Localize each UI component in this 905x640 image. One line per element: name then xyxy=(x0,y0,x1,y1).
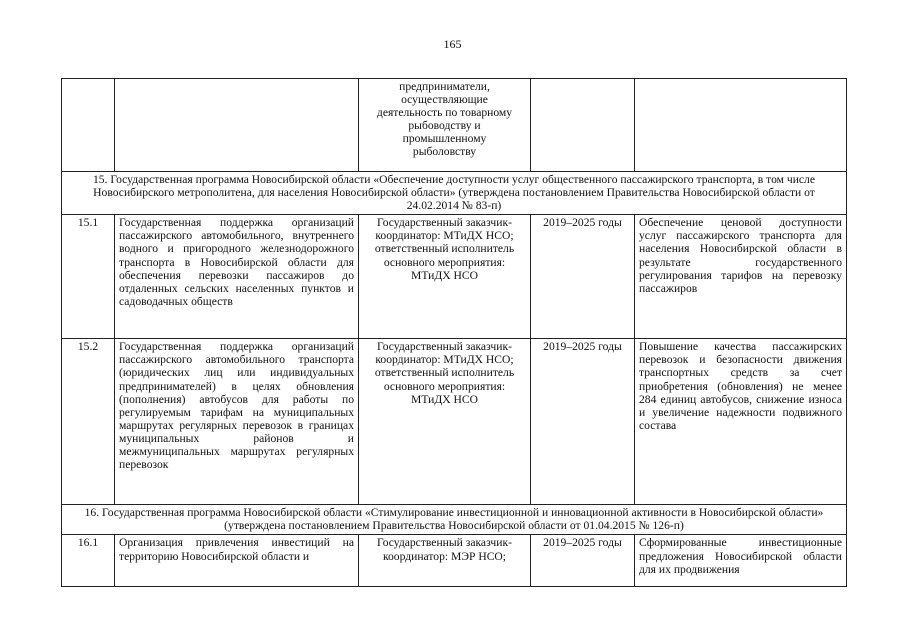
section-15-title: 15. Государственная программа Новосибирской области «Обеспечение доступности услуг общественного пассажирского транспорта, в том числе Новосибирского метрополитена, для населения Новосибирской области» (утверждена постановлением Правительства Новосибирской области от 24.02.2014 № 83-п) xyxy=(62,172,847,215)
cell-responsible: Государственный заказчик-координатор: МТиДХ НСО; ответственный исполнитель основного мероприятия: МТиДХ НСО xyxy=(359,215,531,339)
measures-table xyxy=(61,78,847,587)
table-row xyxy=(62,339,847,505)
page-number: 165 xyxy=(443,37,462,51)
cell-responsible: предприниматели, осуществляющие деятельность по товарному рыбоводству и промышленному рыболовству xyxy=(359,79,531,172)
section-16-title: 16. Государственная программа Новосибирской области «Стимулирование инвестиционной и инновационной активности в Новосибирской области» (утверждена постановлением Правительства Новосибирской области от 01.04.2015 № 126-п) xyxy=(62,505,847,535)
cell-period: 2019–2025 годы xyxy=(531,339,635,505)
cell-measure: Организация привлечения инвестиций на территорию Новосибирской области и xyxy=(115,535,359,587)
table-row xyxy=(62,535,847,587)
cell-measure xyxy=(115,79,359,172)
cell-measure: Государственная поддержка организаций пассажирского автомобильного, внутреннего водного и пригородного железнодорожного транспорта в Новосибирской области для обеспечения перевозки пассажиров до отдаленных сельских населенных пунктов и садоводачных обществ xyxy=(115,215,359,339)
cell-result: Повышение качества пассажирских перевозок и безопасности движения транспортных средств за счет приобретения (обновления) не менее 284 единиц автобусов, снижение износа и увеличение надежности подвижного состава xyxy=(635,339,847,505)
table-row-continuation xyxy=(62,79,847,172)
cell-number xyxy=(62,79,115,172)
cell-responsible: Государственный заказчик-координатор: МЭР НСО; xyxy=(359,535,531,587)
cell-period: 2019–2025 годы xyxy=(531,535,635,587)
cell-number: 16.1 xyxy=(62,535,115,587)
section-heading-row xyxy=(62,505,847,535)
cell-result: Обеспечение ценовой доступности услуг пассажирского транспорта для населения Новосибирской области в результате государственного регулирования тарифов на перевозку пассажиров xyxy=(635,215,847,339)
table-row xyxy=(62,215,847,339)
cell-measure: Государственная поддержка организаций пассажирского автомобильного транспорта (юридических лиц или индивидуальных предпринимателей) в целях обновления (пополнения) автобусов для работы по регулируемым тарифам на муниципальных маршрутах регулярных перевозок в границах муниципальных районов и межмуниципальных маршрутах регулярных перевозок xyxy=(115,339,359,505)
cell-period: 2019–2025 годы xyxy=(531,215,635,339)
cell-result: Сформированные инвестиционные предложения Новосибирской области для их продвижения xyxy=(635,535,847,587)
cell-number: 15.2 xyxy=(62,339,115,505)
cell-number: 15.1 xyxy=(62,215,115,339)
cell-responsible: Государственный заказчик-координатор: МТиДХ НСО; ответственный исполнитель основного мероприятия: МТиДХ НСО xyxy=(359,339,531,505)
cell-result xyxy=(635,79,847,172)
cell-period xyxy=(531,79,635,172)
section-heading-row xyxy=(62,172,847,215)
